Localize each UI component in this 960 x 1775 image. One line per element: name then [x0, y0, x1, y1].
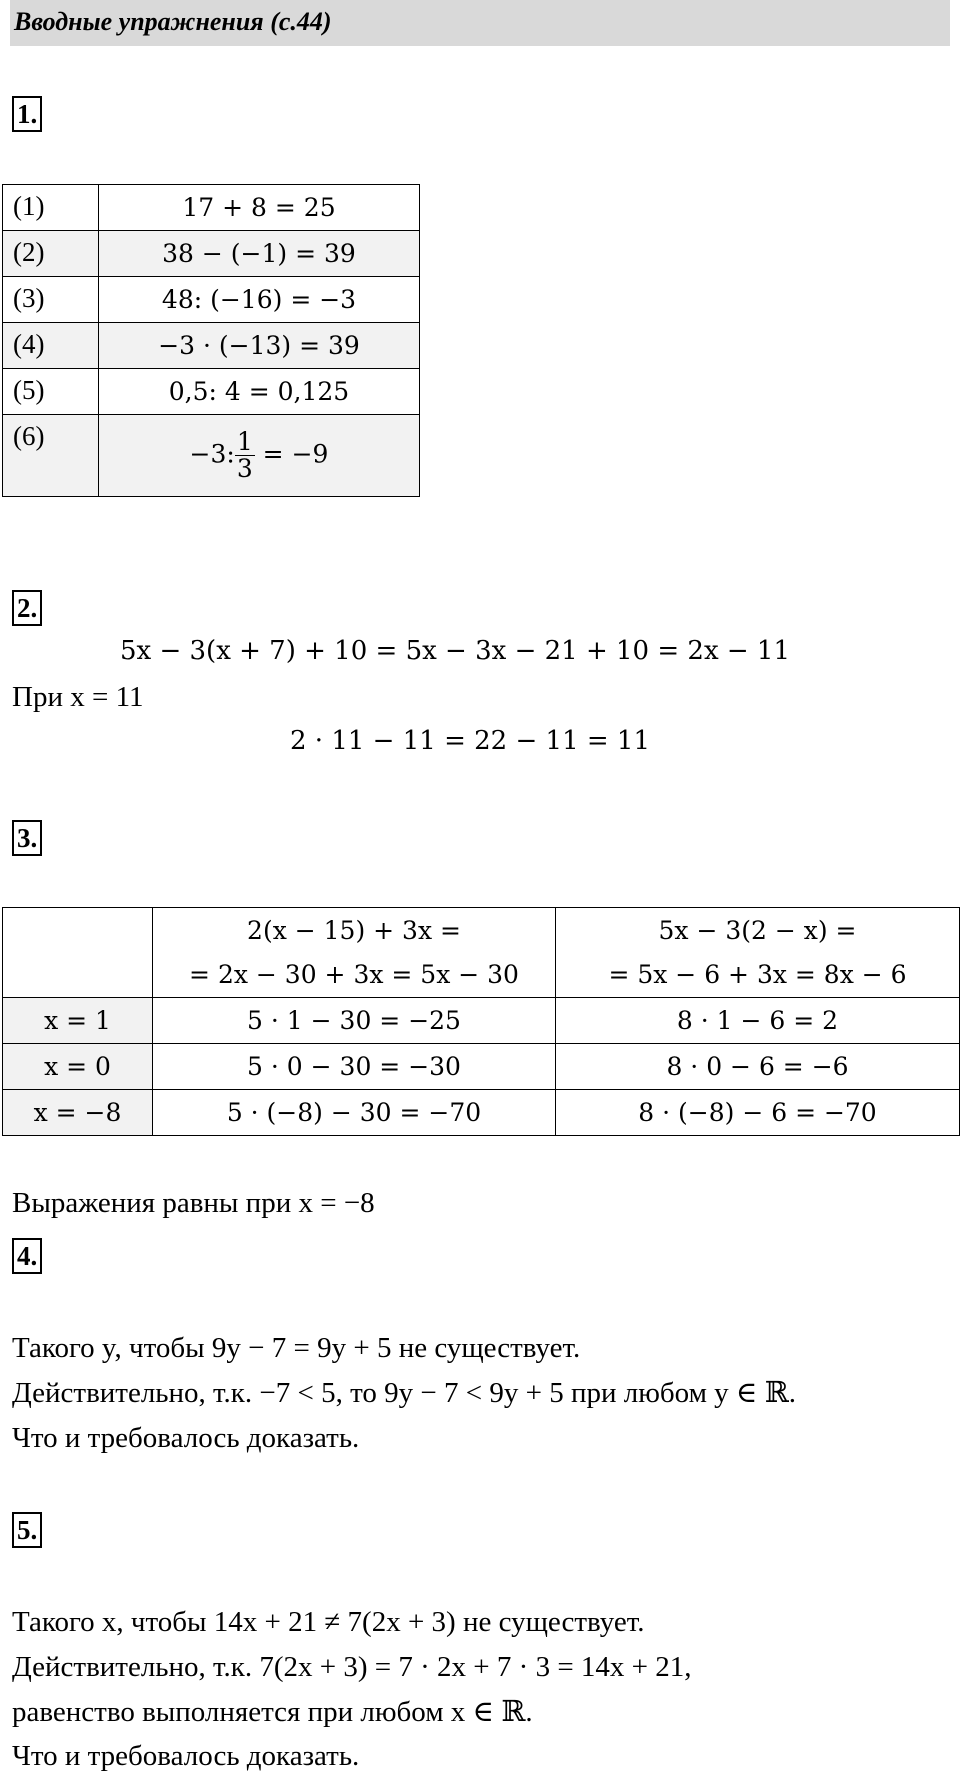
exercise-4-line-2: Действительно, т.к. −7 < 5, то 9y − 7 < 9y + 5 при любом y ∈ ℝ.: [12, 1377, 796, 1409]
row-expression: 17 + 8 = 25: [99, 185, 420, 231]
table-row: [3, 998, 960, 1044]
exercise-5-line-3: равенство выполняется при любом x ∈ ℝ.: [12, 1696, 533, 1728]
exercise-4-number: 4.: [12, 1238, 42, 1274]
exercise-3-table: [2, 907, 960, 1136]
empty-header-cell: [3, 908, 153, 998]
fraction-denominator: 3: [236, 454, 253, 483]
row-expression: 38 − (−1) = 39: [99, 231, 420, 277]
row-label: (2): [3, 231, 99, 277]
table-row: [3, 185, 420, 231]
table-row: [3, 415, 420, 497]
exercise-2-number: 2.: [12, 590, 42, 626]
fraction-prefix: −3:: [189, 439, 235, 468]
value-cell-2: 8 · 1 − 6 = 2: [556, 998, 960, 1044]
row-expression: 0,5: 4 = 0,125: [99, 369, 420, 415]
table-row: [3, 369, 420, 415]
row-label: (3): [3, 277, 99, 323]
exercise-2-expression: 5x − 3(x + 7) + 10 = 5x − 3x − 21 + 10 = 2x − 11: [120, 636, 791, 666]
exercise-4-line-3: Что и требовалось доказать.: [12, 1422, 360, 1454]
exercise-2-condition: При x = 11: [12, 681, 144, 713]
row-expression: [99, 415, 420, 497]
table-row: [3, 1090, 960, 1136]
page-title: Вводные упражнения (с.44): [14, 7, 332, 36]
header-line: 5x − 3(2 − x) =: [658, 915, 857, 945]
header-cell-expression-1: [153, 908, 556, 998]
table-row: [3, 277, 420, 323]
exercise-5-line-2: Действительно, т.к. 7(2x + 3) = 7 · 2x + 7 · 3 = 14x + 21,: [12, 1651, 692, 1683]
table-row: [3, 1044, 960, 1090]
exercise-3-number: 3.: [12, 820, 42, 856]
table-row: [3, 323, 420, 369]
table-header-row: [3, 908, 960, 998]
fraction-suffix: = −9: [254, 439, 329, 468]
x-value-cell: x = 0: [3, 1044, 153, 1090]
row-label: (5): [3, 369, 99, 415]
exercise-4-line-1: Такого y, чтобы 9y − 7 = 9y + 5 не существует.: [12, 1332, 581, 1364]
header-line: = 5x − 6 + 3x = 8x − 6: [608, 959, 907, 989]
exercise-5-line-4: Что и требовалось доказать.: [12, 1740, 360, 1772]
exercise-2-computation: 2 · 11 − 11 = 22 − 11 = 11: [290, 726, 651, 756]
header-cell-expression-2: [556, 908, 960, 998]
exercise-1-number: 1.: [12, 96, 42, 132]
header-line: = 2x − 30 + 3x = 5x − 30: [189, 959, 519, 989]
exercise-5-line-1: Такого x, чтобы 14x + 21 ≠ 7(2x + 3) не существует.: [12, 1606, 645, 1638]
value-cell-2: 8 · 0 − 6 = −6: [556, 1044, 960, 1090]
x-value-cell: x = 1: [3, 998, 153, 1044]
value-cell-2: 8 · (−8) − 6 = −70: [556, 1090, 960, 1136]
exercise-1-table: [2, 184, 420, 497]
value-cell-1: 5 · 0 − 30 = −30: [153, 1044, 556, 1090]
value-cell-1: 5 · 1 − 30 = −25: [153, 998, 556, 1044]
row-label: (4): [3, 323, 99, 369]
exercise-5-number: 5.: [12, 1512, 42, 1548]
row-expression: −3 · (−13) = 39: [99, 323, 420, 369]
header-line: 2(x − 15) + 3x =: [247, 915, 461, 945]
value-cell-1: 5 · (−8) − 30 = −70: [153, 1090, 556, 1136]
x-value-cell: x = −8: [3, 1090, 153, 1136]
row-label: (6): [3, 415, 99, 497]
fraction-numerator: 1: [236, 426, 253, 456]
row-expression: 48: (−16) = −3: [99, 277, 420, 323]
row-label: (1): [3, 185, 99, 231]
exercise-3-conclusion: Выражения равны при x = −8: [12, 1187, 375, 1219]
fraction: [235, 426, 255, 483]
table-row: [3, 231, 420, 277]
